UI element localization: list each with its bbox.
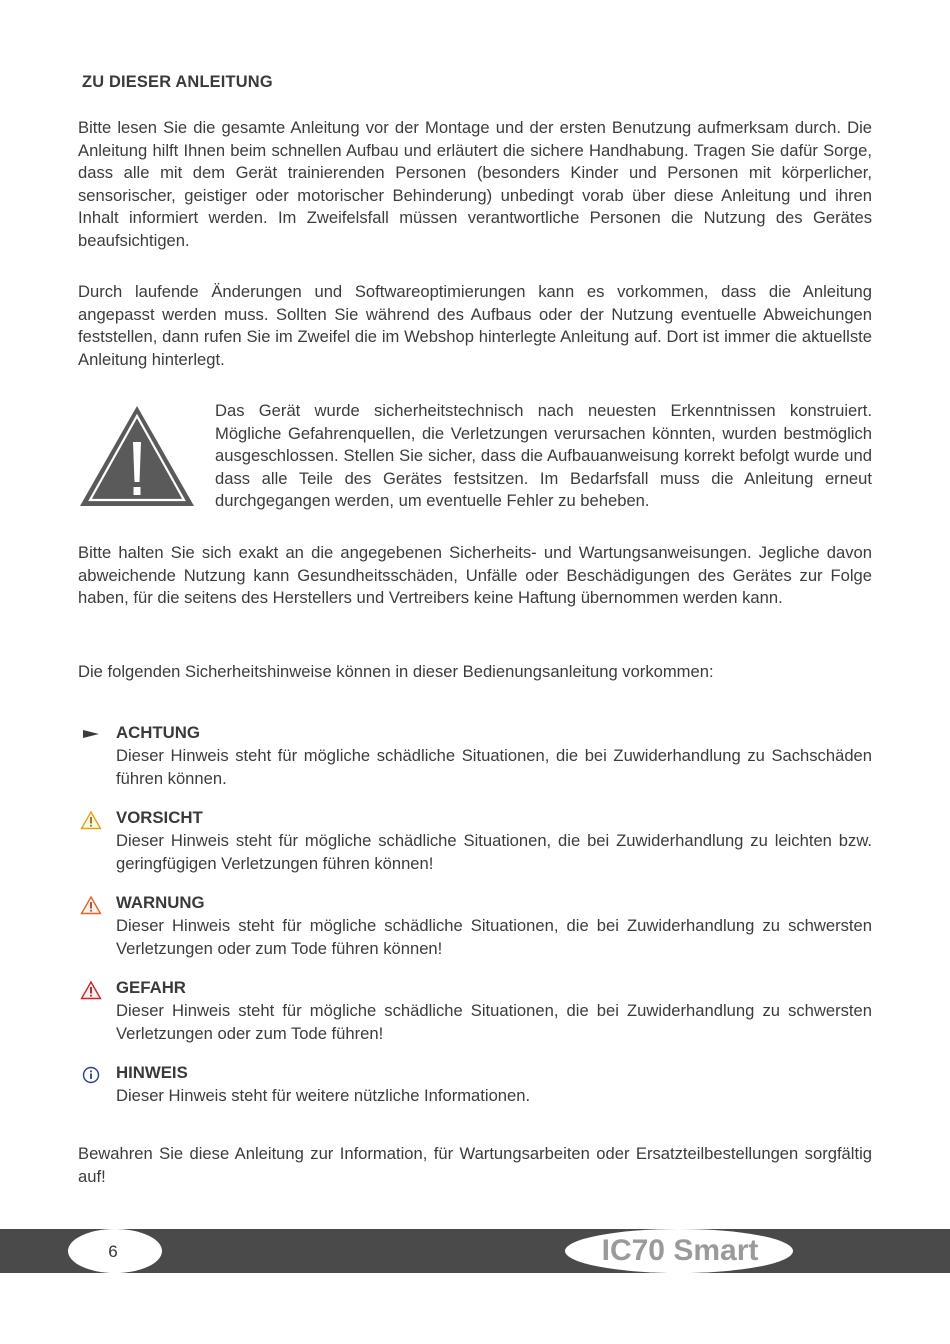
caution-triangle-icon [80,810,102,830]
compliance-paragraph: Bitte halten Sie sich exakt an die angegebenen Sicherheits- und Wartungsanweisungen. Jegliche davon abweichende Nutzung kann Gesundheitsschäden, Unfälle oder Beschädigungen des Gerätes zur Folge haben, für die seitens des Herstellers und Vertreibers keine Haftung übernommen werden kann. [78,543,872,608]
notice-title: WARNUNG [116,893,205,912]
page-number: 6 [108,1242,118,1261]
warning-triangle-icon [78,404,196,508]
notice-text: Dieser Hinweis steht für mögliche schädliche Situationen, die bei Zuwiderhandlung zu leichten bzw. geringfügigen Verletzungen führen können! [116,831,872,873]
notice-text: Dieser Hinweis steht für weitere nützliche Informationen. [116,1086,531,1105]
safety-warning-text: Das Gerät wurde sicherheitstechnisch nach neuesten Erkenntnissen konstruiert. Mögliche Gefahrenquellen, die Verletzungen verursachen könnten, wurden bestmöglich ausgeschlossen. Stellen Sie sicher, dass die Aufbauanweisung korrekt befolgt wurde und dass alle Teile des Gerätes festsitzen. Im Bedarfsfall muss die Anleitung erneut durchgegangen werden, um eventuelle Fehler zu beheben. [215,401,872,511]
updates-paragraph: Durch laufende Änderungen und Softwareoptimierungen kann es vorkommen, dass die Anleitung angepasst werden muss. Sollten Sie während des Aufbaus oder der Nutzung eventuelle Abweichungen feststellen, dann rufen Sie im Zweifel die im Webshop hinterlegte Anleitung auf. Dort ist immer die aktuellste Anleitung hinterlegt. [78,282,872,369]
notice-title: ACHTUNG [116,723,200,742]
info-circle-icon [80,1065,102,1085]
notice-title: GEFAHR [116,978,186,997]
danger-triangle-icon [80,980,102,1000]
notice-text: Dieser Hinweis steht für mögliche schädliche Situationen, die bei Zuwiderhandlung zu schwersten Verletzungen oder zum Tode führen können! [116,916,872,958]
arrow-flag-icon [80,725,102,745]
closing-paragraph: Bewahren Sie diese Anleitung zur Information, für Wartungsarbeiten oder Ersatzteilbestellungen sorgfältig auf! [78,1144,872,1186]
notices-intro-paragraph: Die folgenden Sicherheitshinweise können in dieser Bedienungsanleitung vorkommen: [78,662,714,681]
safety-warning-block [78,400,872,512]
section-heading: ZU DIESER ANLEITUNG [82,73,273,91]
warning-triangle-icon [80,895,102,915]
notice-title: HINWEIS [116,1063,188,1082]
notice-text: Dieser Hinweis steht für mögliche schädliche Situationen, die bei Zuwiderhandlung zu schwersten Verletzungen oder zum Tode führen! [116,1001,872,1043]
brand-name: IC70 Smart [601,1234,759,1267]
notice-text: Dieser Hinweis steht für mögliche schädliche Situationen, die bei Zuwiderhandlung zu Sachschäden führen können. [116,746,872,788]
notice-title: VORSICHT [116,808,203,827]
intro-paragraph: Bitte lesen Sie die gesamte Anleitung vor der Montage und der ersten Benutzung aufmerksam durch. Die Anleitung hilft Ihnen beim schnellen Aufbau und erläutert die sichere Handhabung. Tragen Sie dafür Sorge, dass alle mit dem Gerät trainierenden Personen (besonders Kinder und Personen mit körperlicher, sensorischer, geistiger oder motorischer Behinderung) unbedingt vorab über diese Anleitung und ihren Inhalt informiert werden. Im Zweifelsfall müssen verantwortliche Personen die Nutzung des Gerätes beaufsichtigen. [78,118,872,250]
